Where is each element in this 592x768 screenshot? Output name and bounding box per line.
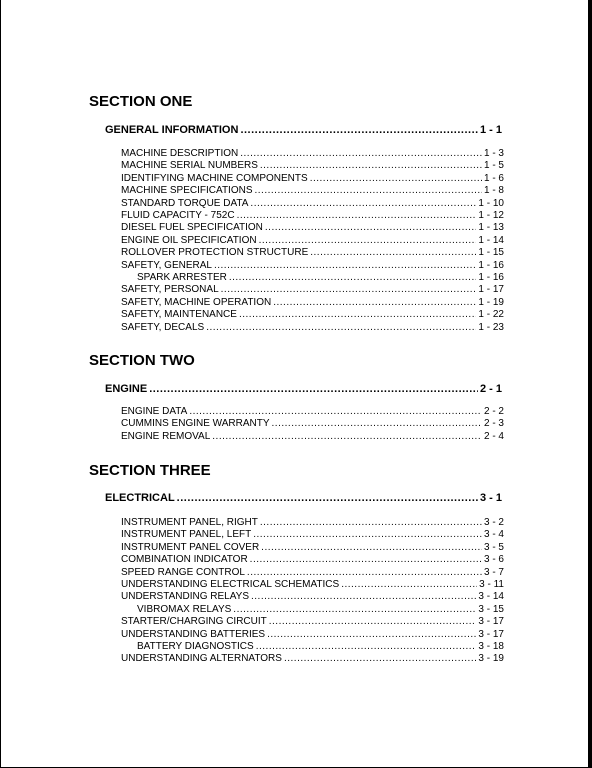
toc-entry-label: STARTER/CHARGING CIRCUIT: [121, 616, 267, 628]
toc-page-number: 3 - 5: [483, 541, 504, 553]
toc-page-number: 1 - 19: [478, 296, 504, 308]
dot-leader: [260, 160, 482, 171]
toc-entry-label: BATTERY DIAGNOSTICS: [137, 641, 254, 652]
toc-entry-label: ELECTRICAL: [105, 492, 175, 504]
toc-entry[interactable]: [121, 616, 504, 627]
document-page: [1, 0, 588, 767]
toc-entry[interactable]: [121, 260, 504, 271]
dot-leader: [251, 591, 476, 602]
toc-entry[interactable]: [121, 542, 504, 553]
toc-entry[interactable]: [121, 173, 504, 184]
toc-entry[interactable]: [121, 297, 504, 308]
toc-page-number: 3 - 15: [478, 603, 504, 615]
dot-leader: [189, 406, 482, 417]
dot-leader: [239, 309, 476, 320]
toc-entry-label: INSTRUMENT PANEL, LEFT: [121, 529, 252, 541]
dot-leader: [310, 247, 476, 258]
dot-leader: [265, 222, 477, 233]
toc-entry[interactable]: [121, 322, 504, 333]
dot-leader: [267, 629, 476, 640]
section-heading: SECTION TWO: [89, 352, 195, 369]
toc-page-number: 3 - 1: [479, 492, 502, 504]
toc-page-number: 3 - 4: [483, 529, 504, 541]
toc-entry[interactable]: [121, 591, 504, 602]
toc-entry-label: SAFETY, MACHINE OPERATION: [121, 296, 272, 308]
dot-leader: [177, 492, 478, 504]
toc-entry-label: SAFETY, DECALS: [121, 321, 205, 333]
section-heading: SECTION ONE: [89, 93, 193, 110]
toc-page-number: 3 - 17: [478, 628, 504, 640]
toc-entry-label: COMBINATION INDICATOR: [121, 554, 248, 566]
dot-leader: [237, 210, 477, 221]
toc-entry[interactable]: [121, 247, 504, 258]
dot-leader: [273, 297, 476, 308]
toc-page-number: 1 - 14: [478, 234, 504, 246]
toc-entry-label: SAFETY, GENERAL: [121, 259, 212, 271]
toc-page-number: 1 - 15: [478, 247, 504, 259]
toc-entry[interactable]: [121, 517, 504, 528]
dot-leader: [310, 173, 482, 184]
toc-entry-label: UNDERSTANDING BATTERIES: [121, 628, 266, 640]
section-heading: SECTION THREE: [89, 462, 211, 479]
toc-subentry[interactable]: [121, 604, 504, 615]
dot-leader: [272, 418, 482, 429]
toc-page-number: 1 - 13: [478, 222, 504, 234]
dot-leader: [269, 616, 477, 627]
toc-entry[interactable]: [121, 431, 504, 442]
toc-page-number: 3 - 11: [479, 579, 504, 590]
toc-page-number: 1 - 23: [478, 321, 504, 333]
toc-entry[interactable]: [121, 309, 504, 320]
toc-entry-label: STANDARD TORQUE DATA: [121, 197, 249, 209]
toc-entry-label: ENGINE DATA: [121, 406, 188, 417]
dot-leader: [214, 260, 476, 271]
dot-leader: [240, 148, 482, 159]
toc-entry-label: MACHINE SPECIFICATIONS: [121, 185, 253, 197]
toc-entry-label: MACHINE SERIAL NUMBERS: [121, 160, 258, 172]
toc-entry[interactable]: [121, 284, 504, 295]
toc-page-number: 1 - 16: [478, 259, 504, 271]
toc-entry-label: SPARK ARRESTER: [137, 272, 227, 283]
dot-leader: [255, 185, 482, 196]
toc-entry-label: GENERAL INFORMATION: [105, 124, 239, 136]
toc-page-number: 2 - 2: [483, 406, 504, 417]
toc-subentry[interactable]: [121, 272, 504, 283]
toc-entry[interactable]: [121, 235, 504, 246]
toc-page-number: 3 - 19: [478, 653, 504, 665]
dot-leader: [221, 284, 477, 295]
toc-page-number: 3 - 6: [483, 554, 504, 566]
toc-entry-label: SPEED RANGE CONTROL: [121, 566, 245, 578]
toc-entry[interactable]: [121, 554, 504, 565]
toc-page-number: 3 - 14: [478, 591, 504, 603]
toc-entry-label: CUMMINS ENGINE WARRANTY: [121, 418, 270, 430]
toc-page-number: 3 - 2: [483, 517, 504, 528]
toc-entry-label: MACHINE DESCRIPTION: [121, 148, 239, 159]
toc-page-number: 1 - 8: [483, 185, 504, 197]
toc-page-number: 1 - 1: [479, 124, 502, 136]
dot-leader: [260, 517, 482, 528]
toc-page-number: 2 - 1: [479, 383, 502, 395]
toc-entry[interactable]: [121, 185, 504, 196]
toc-entry-label: ENGINE REMOVAL: [121, 430, 211, 442]
toc-page-number: 3 - 17: [478, 616, 504, 628]
toc-entry-label: SAFETY, PERSONAL: [121, 284, 219, 296]
toc-page-number: 1 - 6: [483, 172, 504, 184]
dot-leader: [206, 322, 476, 333]
dot-leader: [341, 579, 477, 590]
toc-entry[interactable]: [121, 406, 504, 417]
dot-leader: [247, 567, 482, 578]
toc-entry-label: UNDERSTANDING ELECTRICAL SCHEMATICS: [121, 579, 340, 590]
toc-entry-label: ENGINE: [105, 383, 148, 395]
dot-leader: [250, 554, 482, 565]
toc-subentry[interactable]: [121, 641, 504, 652]
dot-leader: [233, 604, 476, 615]
toc-entry[interactable]: [121, 160, 504, 171]
toc-page-number: 1 - 10: [478, 197, 504, 209]
toc-entry-label: IDENTIFYING MACHINE COMPONENTS: [121, 172, 308, 184]
toc-entry[interactable]: [121, 210, 504, 221]
toc-page-number: 1 - 5: [483, 160, 504, 172]
toc-entry[interactable]: [121, 629, 504, 640]
toc-entry[interactable]: [121, 653, 504, 664]
toc-entry[interactable]: [121, 198, 504, 209]
toc-entry[interactable]: [121, 567, 504, 578]
toc-page-number: 1 - 17: [478, 284, 504, 296]
dot-leader: [212, 431, 482, 442]
toc-entry-label: ENGINE OIL SPECIFICATION: [121, 234, 257, 246]
toc-entry[interactable]: [121, 579, 504, 590]
toc-chapter-entry[interactable]: [105, 492, 502, 504]
toc-chapter-entry[interactable]: [105, 124, 502, 136]
dot-leader: [284, 653, 476, 664]
toc-entry[interactable]: [121, 222, 504, 233]
toc-page-number: 1 - 22: [478, 309, 504, 321]
toc-entry[interactable]: [121, 418, 504, 429]
dot-leader: [250, 198, 476, 209]
toc-entry-label: SAFETY, MAINTENANCE: [121, 309, 237, 321]
toc-entry[interactable]: [121, 529, 504, 540]
dot-leader: [256, 641, 477, 652]
dot-leader: [240, 124, 478, 136]
toc-entry-label: INSTRUMENT PANEL COVER: [121, 541, 260, 553]
dot-leader: [261, 542, 482, 553]
toc-entry-label: VIBROMAX RELAYS: [137, 603, 232, 615]
toc-page-number: 1 - 12: [478, 210, 504, 221]
toc-entry-label: UNDERSTANDING ALTERNATORS: [121, 653, 282, 665]
toc-chapter-entry[interactable]: [105, 383, 502, 395]
dot-leader: [259, 235, 477, 246]
toc-page-number: 1 - 16: [478, 272, 504, 283]
toc-page-number: 3 - 7: [483, 566, 504, 578]
toc-entry-label: DIESEL FUEL SPECIFICATION: [121, 222, 263, 234]
toc-page-number: 2 - 3: [483, 418, 504, 430]
toc-entry-label: FLUID CAPACITY - 752C: [121, 210, 235, 221]
toc-page-number: 2 - 4: [483, 430, 504, 442]
dot-leader: [253, 529, 482, 540]
dot-leader: [229, 272, 477, 283]
toc-entry-label: ROLLOVER PROTECTION STRUCTURE: [121, 247, 309, 259]
toc-entry[interactable]: [121, 148, 504, 159]
dot-leader: [149, 383, 478, 395]
toc-page-number: 3 - 18: [478, 641, 504, 652]
toc-page-number: 1 - 3: [483, 148, 504, 159]
toc-entry-label: INSTRUMENT PANEL, RIGHT: [121, 517, 258, 528]
toc-entry-label: UNDERSTANDING RELAYS: [121, 591, 249, 603]
